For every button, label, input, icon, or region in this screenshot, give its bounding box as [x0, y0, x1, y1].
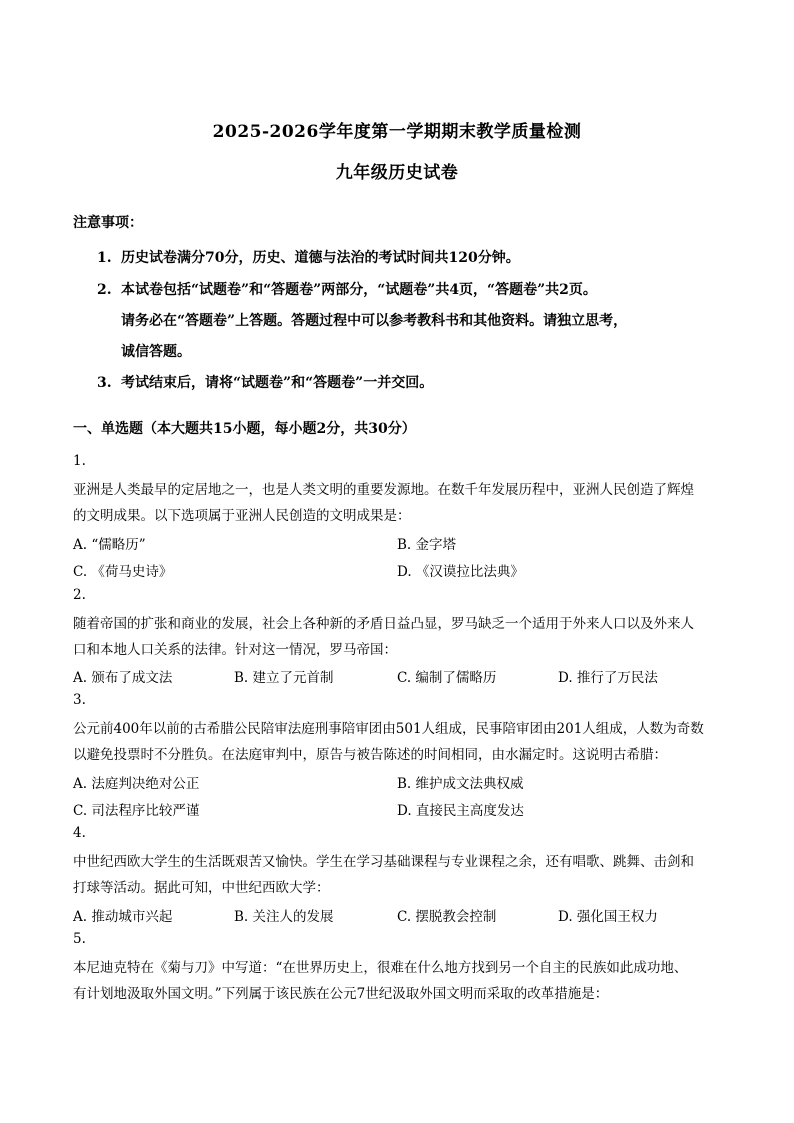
notice-item-number: 3. [97, 375, 112, 391]
notice-item-2-line-2: 请务必在“答题卷”上答题。答题过程中可以参考教科书和其他资料。请独立思考， [121, 313, 628, 329]
notice-item-number: 1. [97, 250, 112, 266]
option-b: B. 维护成文法典权威 [397, 776, 524, 792]
question-text: 打球等活动。据此可知，中世纪西欧大学： [73, 880, 330, 896]
question-number: 1. [73, 453, 86, 469]
section-title: 一、单选题（本大题共15小题，每小题2分，共30分） [73, 421, 416, 437]
option-b: B. 关注人的发展 [234, 909, 334, 925]
question-text: 有计划地汲取外国文明。”下列属于该民族在公元7世纪汲取外国文明而采取的改革措施是： [73, 986, 609, 1002]
option-a: A. “儒略历” [73, 537, 146, 553]
option-c: C. 摆脱教会控制 [397, 909, 497, 925]
option-d: D. 直接民主高度发达 [397, 803, 524, 819]
exam-title: 2025-2026学年度第一学期期末教学质量检测 [212, 122, 582, 142]
question-number: 2. [73, 587, 86, 603]
question-text: 随着帝国的扩张和商业的发展，社会上各种新的矛盾日益凸显，罗马缺乏一个适用于外来人口以及外来人 [73, 616, 694, 632]
option-d: D. 《汉谟拉比法典》 [397, 564, 524, 580]
option-c: C. 编制了儒略历 [397, 670, 497, 686]
option-d: D. 强化国王权力 [558, 909, 658, 925]
option-a: A. 法庭判决绝对公正 [73, 776, 200, 792]
notice-item-2 [97, 279, 597, 299]
question-number: 4. [73, 825, 86, 841]
question-text: 的文明成果。以下选项属于亚洲人民创造的文明成果是： [73, 508, 411, 524]
option-c: C. 司法程序比较严谨 [73, 803, 200, 819]
option-d: D. 推行了万民法 [558, 670, 658, 686]
notice-item-text: 历史试卷满分70分，历史、道德与法治的考试时间共120分钟。 [121, 250, 520, 266]
question-text: 以避免投票时不分胜负。在法庭审判中，原告与被告陈述的时间相同，由水漏定时。这说明古希腊： [73, 747, 667, 763]
option-c: C. 《荷马史诗》 [73, 564, 173, 580]
exam-subtitle: 九年级历史试卷 [335, 163, 459, 183]
notice-item-number: 2. [97, 282, 112, 298]
notice-item-3 [97, 372, 433, 392]
notice-item-text: 考试结束后，请将“试题卷”和“答题卷”一并交回。 [121, 375, 434, 391]
notice-item-text: 本试卷包括“试题卷”和“答题卷”两部分，“试题卷”共4页，“答题卷”共2页。 [121, 282, 597, 298]
question-number: 3. [73, 692, 86, 708]
question-text: 亚洲是人类最早的定居地之一，也是人类文明的重要发源地。在数千年发展历程中，亚洲人民创造了辉煌 [73, 482, 694, 498]
option-b: B. 金字塔 [397, 537, 457, 553]
question-text: 公元前400年以前的古希腊公民陪审法庭刑事陪审团由501人组成，民事陪审团由201人组成，人数为奇数 [73, 721, 704, 737]
notice-heading: 注意事项： [73, 215, 143, 231]
option-a: A. 颁布了成文法 [73, 670, 173, 686]
option-b: B. 建立了元首制 [234, 670, 334, 686]
question-number: 5. [73, 931, 86, 947]
option-a: A. 推动城市兴起 [73, 909, 173, 925]
notice-item-2-line-3: 诚信答题。 [121, 344, 191, 360]
question-text: 本尼迪克特在《菊与刀》中写道：“在世界历史上，很难在什么地方找到另一个自主的民族如此成功地、 [73, 960, 688, 976]
question-text: 中世纪西欧大学生的生活既艰苦又愉快。学生在学习基础课程与专业课程之余，还有唱歌、跳舞、击剑和 [73, 854, 694, 870]
question-text: 口和本地人口关系的法律。针对这一情况，罗马帝国： [73, 642, 397, 658]
notice-item-1 [97, 247, 520, 267]
